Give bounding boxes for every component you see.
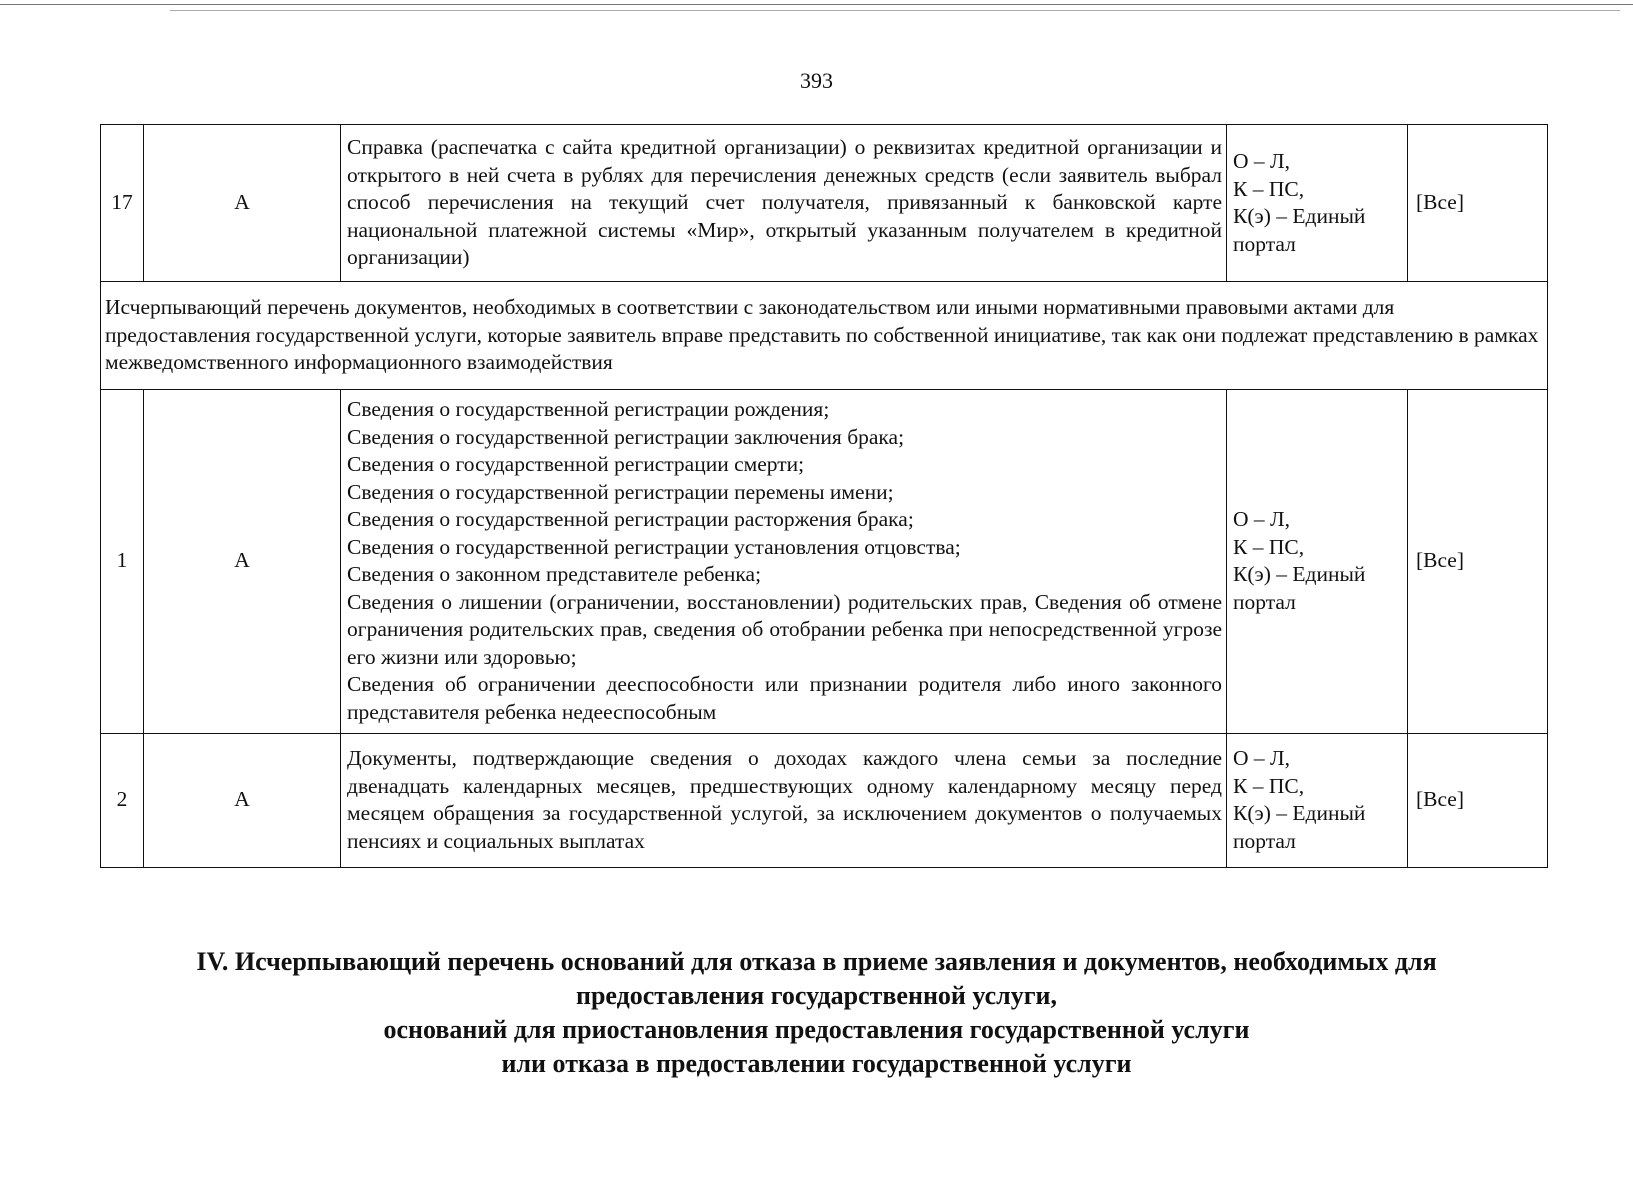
row-category: А <box>144 389 341 733</box>
documents-table <box>100 124 1548 868</box>
form-line: К(э) – Единый <box>1233 204 1366 228</box>
document-line: Сведения о государственной регистрации установления отцовства; <box>347 534 961 559</box>
heading-line: предоставления государственной услуги, <box>575 981 1058 1010</box>
heading-line: IV. Исчерпывающий перечень оснований для отказа в приеме заявления и документов, необходимых для <box>196 947 1437 976</box>
form-line: К – ПС, <box>1233 534 1305 559</box>
heading-line: оснований для приостановления предоставления государственной услуги <box>383 1015 1250 1044</box>
document-line: Сведения о государственной регистрации расторжения брака; <box>347 507 914 531</box>
row-document-text: Справка (распечатка с сайта кредитной организации) о реквизитах кредитной организации и открытого в ней счета в рублях для перечисления денежных средств (если заявитель выбрал способ перечисления на текущий счет получателя, привязанный к банковской карте национальной платежной системы «Мир», открытый указанным получателем в кредитной организации) <box>341 125 1227 282</box>
document-line: Сведения о государственной регистрации заключения брака; <box>347 424 905 449</box>
scan-edge-line-secondary <box>170 10 1620 11</box>
row-category: А <box>144 733 341 867</box>
row-document-text <box>341 389 1227 733</box>
form-line: портал <box>1233 231 1296 256</box>
table-row-17 <box>101 125 1548 282</box>
row-submission-form <box>1227 389 1408 733</box>
row-number: 17 <box>101 125 144 282</box>
form-line: К – ПС, <box>1233 773 1305 798</box>
document-line: Сведения о государственной регистрации рождения; <box>347 397 830 421</box>
row-number: 1 <box>101 389 144 733</box>
table-row-2 <box>101 733 1548 867</box>
section-iv-heading <box>0 945 1633 1081</box>
scan-edge-line <box>0 4 1633 5</box>
document-line: Сведения о законном представителе ребенка; <box>347 562 762 586</box>
page-number: 393 <box>800 68 833 93</box>
row-category: А <box>144 125 341 282</box>
row-submission-form <box>1227 125 1408 282</box>
section-header: Исчерпывающий перечень документов, необходимых в соответствии с законодательством или иными нормативными правовыми актами для предоставления государственной услуги, которые заявитель вправе представить по собственной инициативе, так как они подлежат представлению в рамках межведомственного информационного взаимодействия <box>101 282 1548 390</box>
form-line: портал <box>1233 589 1296 614</box>
form-line: портал <box>1233 828 1296 853</box>
document-line: Сведения об ограничении дееспособности или признании родителя либо иного законного представителя ребенка недееспособным <box>347 672 1222 724</box>
row-document-text: Документы, подтверждающие сведения о доходах каждого члена семьи за последние двенадцать календарных месяцев, предшествующих одному календарному месяцу перед месяцем обращения за государственной услугой, за исключением документов о получаемых пенсиях и социальных выплатах <box>341 733 1227 867</box>
form-line: К – ПС, <box>1233 176 1305 201</box>
form-line: О – Л, <box>1233 746 1290 770</box>
form-line: О – Л, <box>1233 507 1290 531</box>
section-header-row <box>101 282 1548 390</box>
row-submission-form <box>1227 733 1408 867</box>
row-applies-to: [Все] <box>1408 733 1548 867</box>
row-number: 2 <box>101 733 144 867</box>
document-line: Сведения о лишении (ограничении, восстановлении) родительских прав, Сведения об отмене ограничения родительских прав, сведения об отобрании ребенка при непосредственной угрозе его жизни или здоровью; <box>347 589 1222 669</box>
row-applies-to: [Все] <box>1408 125 1548 282</box>
row-applies-to: [Все] <box>1408 389 1548 733</box>
heading-line: или отказа в предоставлении государственной услуги <box>501 1049 1132 1078</box>
form-line: О – Л, <box>1233 149 1290 173</box>
table-row-1 <box>101 389 1548 733</box>
document-line: Сведения о государственной регистрации перемены имени; <box>347 479 894 504</box>
form-line: К(э) – Единый <box>1233 801 1366 825</box>
document-line: Сведения о государственной регистрации смерти; <box>347 452 805 476</box>
form-line: К(э) – Единый <box>1233 562 1366 586</box>
